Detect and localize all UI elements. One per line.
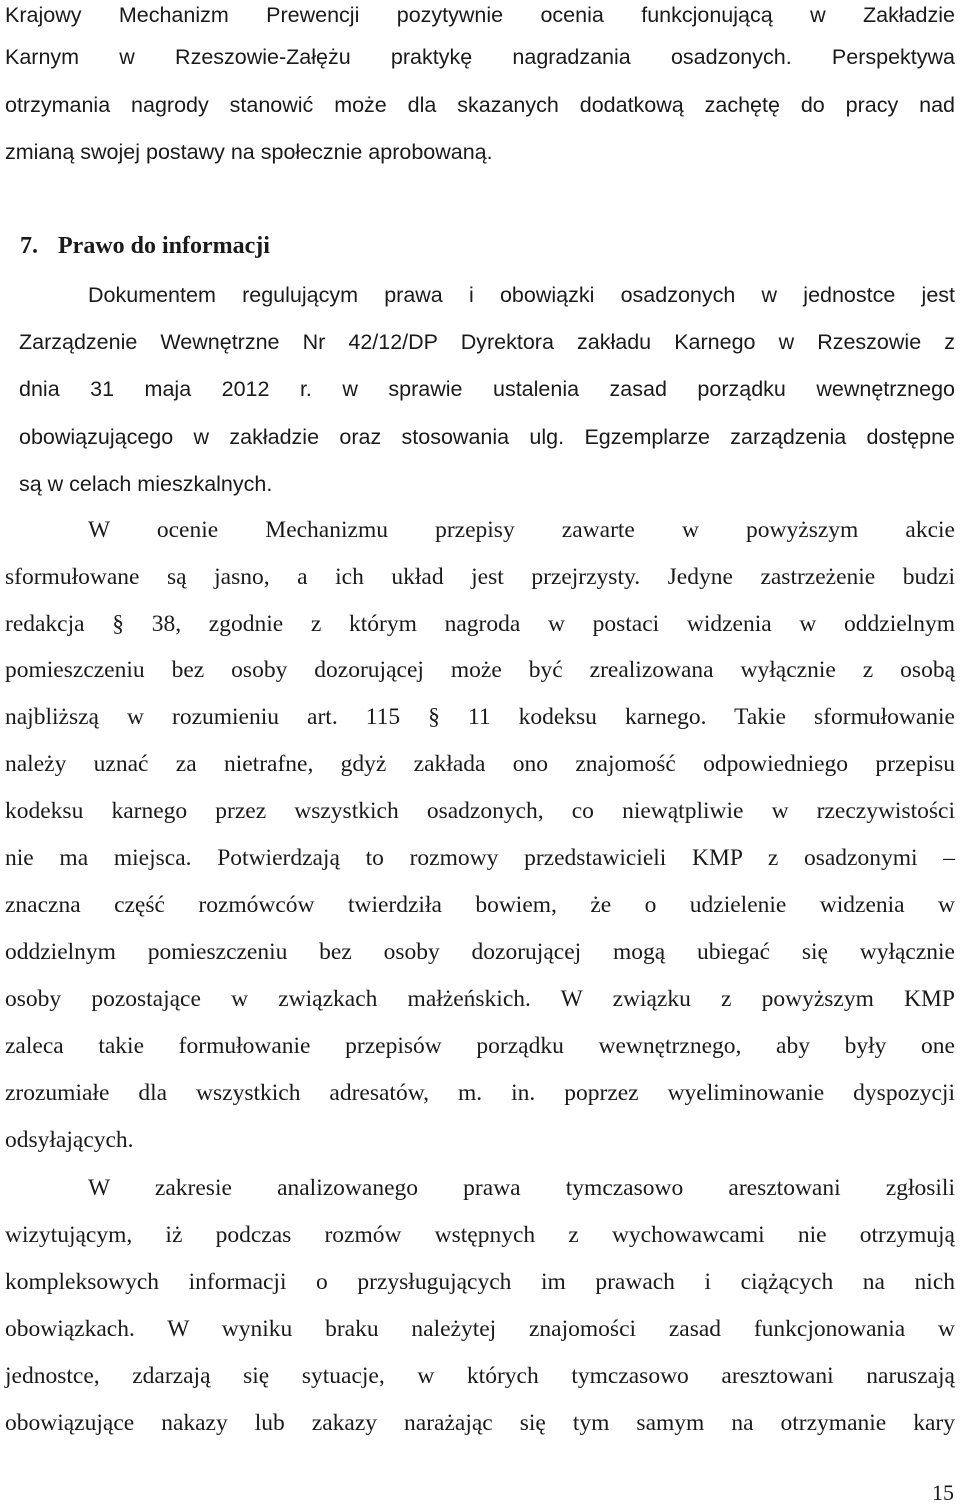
paragraph-3-line: zrozumiałe dla wszystkich adresatów, m. in. poprzez wyeliminowanie dyspozycji: [5, 1080, 955, 1106]
section-number: 7.: [20, 233, 38, 259]
paragraph-2-line: Dokumentem regulującym prawa i obowiązki osadzonych w jednostce jest: [88, 283, 955, 307]
paragraph-2-line: są w celach mieszkalnych.: [19, 472, 273, 496]
paragraph-3-line: należy uznać za nietrafne, gdyż zakłada ono znajomość odpowiedniego przepisu: [5, 751, 955, 777]
paragraph-4-line: kompleksowych informacji o przysługujących im prawach i ciążących na nich: [5, 1269, 955, 1295]
paragraph-3-line: zaleca takie formułowanie przepisów porządku wewnętrznego, aby były one: [5, 1033, 955, 1059]
paragraph-1-line: Krajowy Mechanizm Prewencji pozytywnie ocenia funkcjonującą w Zakładzie: [5, 3, 955, 27]
section-heading: [20, 231, 270, 261]
paragraph-3-line: osoby pozostające w związkach małżeńskich. W związku z powyższym KMP: [5, 986, 955, 1012]
paragraph-3-line: nie ma miejsca. Potwierdzają to rozmowy przedstawicieli KMP z osadzonymi –: [5, 845, 955, 871]
paragraph-3-line: oddzielnym pomieszczeniu bez osoby dozorującej mogą ubiegać się wyłącznie: [5, 939, 955, 965]
paragraph-2-line: obowiązującego w zakładzie oraz stosowania ulg. Egzemplarze zarządzenia dostępne: [19, 425, 955, 449]
paragraph-3-line: najbliższą w rozumieniu art. 115 § 11 kodeksu karnego. Takie sformułowanie: [5, 704, 955, 730]
paragraph-3-line: kodeksu karnego przez wszystkich osadzonych, co niewątpliwie w rzeczywistości: [5, 798, 955, 824]
paragraph-3-line: redakcja § 38, zgodnie z którym nagroda w postaci widzenia w oddzielnym: [5, 611, 955, 637]
paragraph-4-line: obowiązkach. W wyniku braku należytej znajomości zasad funkcjonowania w: [5, 1316, 955, 1342]
paragraph-4-line: obowiązujące nakazy lub zakazy narażając się tym samym na otrzymanie kary: [5, 1410, 955, 1436]
paragraph-4-line: wizytującym, iż podczas rozmów wstępnych z wychowawcami nie otrzymują: [5, 1222, 955, 1248]
paragraph-4-line: W zakresie analizowanego prawa tymczasowo aresztowani zgłosili: [88, 1175, 955, 1201]
paragraph-2-line: dnia 31 maja 2012 r. w sprawie ustalenia zasad porządku wewnętrznego: [19, 377, 955, 401]
paragraph-2-line: Zarządzenie Wewnętrzne Nr 42/12/DP Dyrektora zakładu Karnego w Rzeszowie z: [19, 330, 955, 354]
paragraph-3-line: W ocenie Mechanizmu przepisy zawarte w powyższym akcie: [88, 517, 955, 543]
paragraph-3-line: pomieszczeniu bez osoby dozorującej może być zrealizowana wyłącznie z osobą: [5, 657, 955, 683]
paragraph-4-line: jednostce, zdarzają się sytuacje, w których tymczasowo aresztowani naruszają: [5, 1363, 955, 1389]
paragraph-1-line: Karnym w Rzeszowie-Załężu praktykę nagradzania osadzonych. Perspektywa: [5, 45, 955, 69]
paragraph-3-line: znaczna część rozmówców twierdziła bowiem, że o udzielenie widzenia w: [5, 892, 955, 918]
section-title: Prawo do informacji: [58, 233, 270, 259]
paragraph-3-line: sformułowane są jasno, a ich układ jest przejrzysty. Jedyne zastrzeżenie budzi: [5, 564, 955, 590]
paragraph-1-line: zmianą swojej postawy na społecznie aprobowaną.: [5, 140, 493, 164]
paragraph-1-line: otrzymania nagrody stanowić może dla skazanych dodatkową zachętę do pracy nad: [5, 93, 955, 117]
paragraph-3-line: odsyłających.: [5, 1127, 134, 1153]
page-number: 15: [932, 1480, 954, 1505]
